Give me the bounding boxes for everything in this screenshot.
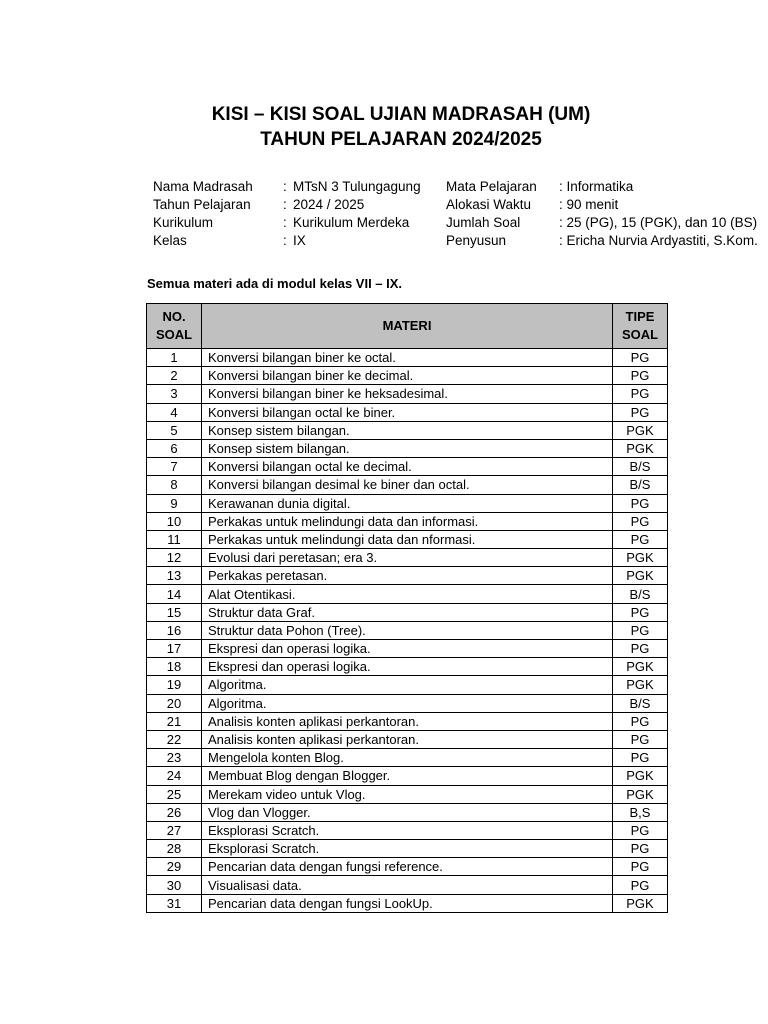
info-row: [446, 196, 768, 214]
row-materi: Perkakas untuk melindungi data dan informasi.: [202, 512, 613, 530]
row-tipe: PGK: [613, 658, 668, 676]
table-row: [147, 349, 668, 367]
module-note: Semua materi ada di modul kelas VII – IX.: [147, 276, 403, 291]
row-materi: Perkakas untuk melindungi data dan nformasi.: [202, 530, 613, 548]
row-tipe: B,S: [613, 803, 668, 821]
row-number: 24: [147, 767, 202, 785]
row-materi: Algoritma.: [202, 676, 613, 694]
table-row: [147, 676, 668, 694]
row-number: 31: [147, 894, 202, 912]
info-colon: :: [283, 233, 287, 248]
row-tipe: PG: [613, 640, 668, 658]
table-row: [147, 476, 668, 494]
info-value: : 90 menit: [559, 197, 619, 212]
row-tipe: PG: [613, 385, 668, 403]
row-materi: Visualisasi data.: [202, 876, 613, 894]
row-tipe: PGK: [613, 785, 668, 803]
row-number: 29: [147, 858, 202, 876]
row-materi: Konversi bilangan biner ke decimal.: [202, 367, 613, 385]
info-label: Tahun Pelajaran: [153, 197, 251, 212]
table-row: [147, 512, 668, 530]
table-row: [147, 694, 668, 712]
row-number: 3: [147, 385, 202, 403]
info-row: [153, 214, 438, 232]
header-no-soal: [147, 304, 202, 349]
header-tipe-soal: [613, 304, 668, 349]
row-tipe: PG: [613, 840, 668, 858]
info-value: IX: [293, 233, 306, 248]
info-label: Penyusun: [446, 233, 507, 248]
row-tipe: PGK: [613, 894, 668, 912]
table-row: [147, 603, 668, 621]
info-row: [446, 178, 768, 196]
row-number: 17: [147, 640, 202, 658]
info-label: Alokasi Waktu: [446, 197, 532, 212]
row-materi: Konversi bilangan biner ke octal.: [202, 349, 613, 367]
info-row: [153, 178, 438, 196]
header-no-line2: SOAL: [155, 327, 193, 342]
table-row: [147, 403, 668, 421]
table-row: [147, 821, 668, 839]
info-label: Jumlah Soal: [446, 215, 521, 230]
row-tipe: PG: [613, 876, 668, 894]
row-materi: Alat Otentikasi.: [202, 585, 613, 603]
row-tipe: PGK: [613, 421, 668, 439]
row-number: 11: [147, 530, 202, 548]
row-materi: Vlog dan Vlogger.: [202, 803, 613, 821]
info-row: [446, 232, 768, 250]
row-tipe: PG: [613, 367, 668, 385]
row-number: 10: [147, 512, 202, 530]
table-row: [147, 494, 668, 512]
row-tipe: PG: [613, 621, 668, 639]
row-number: 6: [147, 439, 202, 457]
row-number: 15: [147, 603, 202, 621]
info-row: [153, 196, 438, 214]
table-header-row: [147, 304, 668, 349]
row-number: 26: [147, 803, 202, 821]
row-materi: Struktur data Pohon (Tree).: [202, 621, 613, 639]
table-row: [147, 730, 668, 748]
row-tipe: PGK: [613, 767, 668, 785]
row-number: 22: [147, 730, 202, 748]
row-tipe: PG: [613, 858, 668, 876]
info-label: Nama Madrasah: [153, 179, 253, 194]
info-value: 2024 / 2025: [293, 197, 365, 212]
row-number: 27: [147, 821, 202, 839]
row-tipe: PG: [613, 494, 668, 512]
info-label: Mata Pelajaran: [446, 179, 537, 194]
table-row: [147, 658, 668, 676]
row-number: 25: [147, 785, 202, 803]
table-row: [147, 458, 668, 476]
info-label: Kelas: [153, 233, 187, 248]
table-row: [147, 567, 668, 585]
row-number: 16: [147, 621, 202, 639]
row-materi: Analisis konten aplikasi perkantoran.: [202, 730, 613, 748]
table-row: [147, 803, 668, 821]
row-number: 20: [147, 694, 202, 712]
row-number: 9: [147, 494, 202, 512]
document-title: KISI – KISI SOAL UJIAN MADRASAH (UM): [211, 104, 591, 125]
row-tipe: PG: [613, 603, 668, 621]
row-materi: Konversi bilangan biner ke heksadesimal.: [202, 385, 613, 403]
header-materi: MATERI: [202, 304, 613, 349]
row-materi: Konversi bilangan octal ke decimal.: [202, 458, 613, 476]
row-materi: Kerawanan dunia digital.: [202, 494, 613, 512]
table-row: [147, 712, 668, 730]
document-subtitle: TAHUN PELAJARAN 2024/2025: [260, 129, 542, 150]
table-row: [147, 876, 668, 894]
table-row: [147, 840, 668, 858]
row-tipe: PGK: [613, 567, 668, 585]
info-value: MTsN 3 Tulungagung: [293, 179, 421, 194]
row-tipe: B/S: [613, 458, 668, 476]
kisi-table: [146, 303, 668, 913]
row-tipe: PGK: [613, 549, 668, 567]
table-body: [147, 349, 668, 913]
row-number: 12: [147, 549, 202, 567]
table-row: [147, 421, 668, 439]
row-number: 4: [147, 403, 202, 421]
table-row: [147, 549, 668, 567]
row-tipe: B/S: [613, 476, 668, 494]
table-row: [147, 439, 668, 457]
table-row: [147, 894, 668, 912]
row-materi: Eksplorasi Scratch.: [202, 821, 613, 839]
info-colon: :: [283, 197, 287, 212]
row-number: 5: [147, 421, 202, 439]
row-materi: Struktur data Graf.: [202, 603, 613, 621]
row-materi: Eksplorasi Scratch.: [202, 840, 613, 858]
row-materi: Ekspresi dan operasi logika.: [202, 640, 613, 658]
row-materi: Konsep sistem bilangan.: [202, 439, 613, 457]
row-materi: Evolusi dari peretasan; era 3.: [202, 549, 613, 567]
table-row: [147, 785, 668, 803]
info-value: Kurikulum Merdeka: [293, 215, 410, 230]
row-tipe: PG: [613, 821, 668, 839]
row-materi: Konversi bilangan desimal ke biner dan octal.: [202, 476, 613, 494]
table-row: [147, 749, 668, 767]
table-row: [147, 530, 668, 548]
info-row: [446, 214, 768, 232]
header-tipe-line1: TIPE: [625, 309, 655, 324]
row-materi: Konsep sistem bilangan.: [202, 421, 613, 439]
table-row: [147, 585, 668, 603]
table-row: [147, 385, 668, 403]
row-tipe: PG: [613, 749, 668, 767]
table-row: [147, 621, 668, 639]
row-number: 21: [147, 712, 202, 730]
row-number: 19: [147, 676, 202, 694]
row-tipe: B/S: [613, 694, 668, 712]
row-number: 7: [147, 458, 202, 476]
table-row: [147, 767, 668, 785]
row-tipe: PG: [613, 403, 668, 421]
row-number: 28: [147, 840, 202, 858]
header-no-line1: NO.: [162, 309, 186, 324]
info-left: [153, 178, 438, 250]
row-materi: Membuat Blog dengan Blogger.: [202, 767, 613, 785]
row-number: 14: [147, 585, 202, 603]
row-materi: Pencarian data dengan fungsi reference.: [202, 858, 613, 876]
row-tipe: PG: [613, 530, 668, 548]
row-materi: Analisis konten aplikasi perkantoran.: [202, 712, 613, 730]
row-number: 13: [147, 567, 202, 585]
row-tipe: PG: [613, 512, 668, 530]
row-materi: Mengelola konten Blog.: [202, 749, 613, 767]
info-value: : Ericha Nurvia Ardyastiti, S.Kom.: [559, 233, 758, 248]
row-tipe: PGK: [613, 439, 668, 457]
info-value: : 25 (PG), 15 (PGK), dan 10 (BS): [559, 215, 758, 230]
row-number: 2: [147, 367, 202, 385]
info-label: Kurikulum: [153, 215, 214, 230]
row-materi: Pencarian data dengan fungsi LookUp.: [202, 894, 613, 912]
row-number: 18: [147, 658, 202, 676]
table-row: [147, 858, 668, 876]
row-materi: Merekam video untuk Vlog.: [202, 785, 613, 803]
info-value: : Informatika: [559, 179, 634, 194]
header-tipe-line2: SOAL: [621, 327, 659, 342]
row-number: 30: [147, 876, 202, 894]
row-materi: Konversi bilangan octal ke biner.: [202, 403, 613, 421]
table-row: [147, 640, 668, 658]
info-right: [446, 178, 768, 250]
row-tipe: PG: [613, 349, 668, 367]
row-tipe: PGK: [613, 676, 668, 694]
row-tipe: B/S: [613, 585, 668, 603]
row-materi: Ekspresi dan operasi logika.: [202, 658, 613, 676]
row-tipe: PG: [613, 730, 668, 748]
info-row: [153, 232, 438, 250]
row-materi: Perkakas peretasan.: [202, 567, 613, 585]
info-colon: :: [283, 179, 287, 194]
row-number: 8: [147, 476, 202, 494]
info-colon: :: [283, 215, 287, 230]
row-tipe: PG: [613, 712, 668, 730]
row-number: 1: [147, 349, 202, 367]
table-row: [147, 367, 668, 385]
row-number: 23: [147, 749, 202, 767]
row-materi: Algoritma.: [202, 694, 613, 712]
